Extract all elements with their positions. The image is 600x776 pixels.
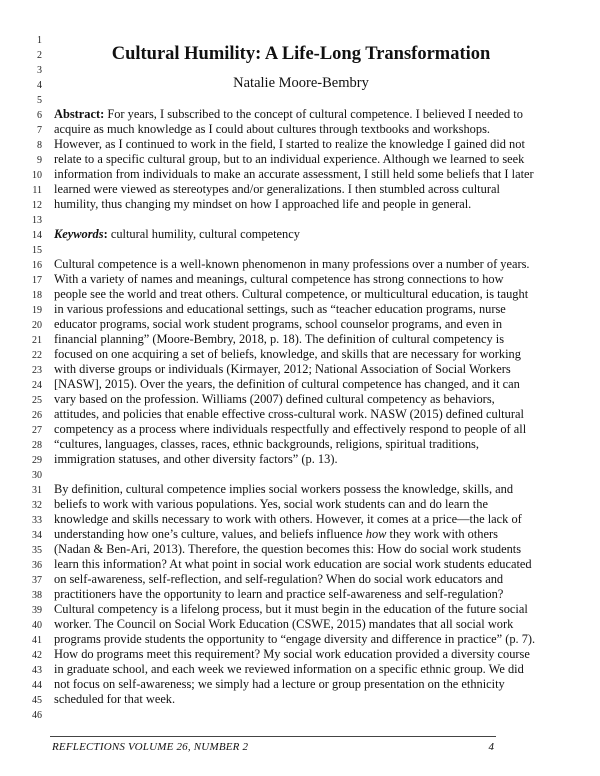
line-number: 13: [32, 215, 42, 226]
line-number: 24: [32, 380, 42, 391]
text-segment: With a variety of names and meanings, cultural competence has strong connections to how: [54, 272, 504, 286]
text-line: [0, 542, 600, 557]
line-text: [54, 362, 511, 377]
text-segment: practitioners have the opportunity to learn and practice self-awareness and self-regulation?: [54, 587, 504, 601]
footer-divider: [50, 736, 496, 737]
text-segment: educator programs, social work student programs, school counselor programs, and even in: [54, 317, 503, 331]
line-number: 1: [37, 35, 42, 46]
line-text: [54, 542, 521, 557]
text-line: [0, 167, 600, 182]
text-segment: For years, I subscribed to the concept of cultural competence. I believed I needed to: [104, 107, 523, 121]
text-line: [0, 257, 600, 272]
text-line: [0, 107, 600, 122]
line-number: 26: [32, 410, 42, 421]
text-line: [0, 677, 600, 692]
text-line: [0, 407, 600, 422]
line-number: 12: [32, 200, 42, 211]
text-segment: worker. The Council on Social Work Education (CSWE, 2015) mandates that all social work: [54, 617, 514, 631]
line-number: 46: [32, 710, 42, 721]
line-number: 36: [32, 560, 42, 571]
line-number: 37: [32, 575, 42, 586]
text-line: [0, 362, 600, 377]
line-text: [54, 602, 528, 617]
text-line: [0, 137, 600, 152]
line-number: 8: [37, 140, 42, 151]
line-text: [54, 422, 526, 437]
author-line: [0, 77, 600, 92]
text-line: [0, 422, 600, 437]
text-segment: not focus on self-awareness; we simply had a lecture or group presentation on the ethnicity: [54, 677, 505, 691]
line-number: 11: [32, 185, 42, 196]
text-segment: in various professions and educational settings, such as “teacher education programs, nurse: [54, 302, 506, 316]
text-line: [0, 332, 600, 347]
line-text: [54, 137, 525, 152]
line-number: 41: [32, 635, 42, 646]
text-line: [0, 602, 600, 617]
text-line: [0, 512, 600, 527]
emphasized-text: :: [103, 227, 108, 241]
text-line: [0, 437, 600, 452]
line-number: 30: [32, 470, 42, 481]
text-line: [0, 467, 600, 482]
line-number: 5: [37, 95, 42, 106]
line-number: 14: [32, 230, 42, 241]
text-segment: (Nadan & Ben-Ari, 2013). Therefore, the question becomes this: How do social work students: [54, 542, 522, 556]
line-number: 18: [32, 290, 42, 301]
text-line: [0, 452, 600, 467]
text-segment: information from individuals to make an accurate assessment, I still held some beliefs that I later: [54, 167, 534, 181]
line-text: [54, 677, 505, 692]
text-line: [0, 572, 600, 587]
text-line: [0, 197, 600, 212]
text-segment: learned were viewed as stereotypes and/or generalizations. I then stumbled across cultural: [54, 182, 500, 196]
text-segment: Cultural Humility: A Life-Long Transformation: [111, 44, 491, 64]
line-number: 39: [32, 605, 42, 616]
line-text: [54, 557, 532, 572]
text-line: [0, 692, 600, 707]
text-line: [0, 647, 600, 662]
emphasized-text: Keywords: [54, 227, 104, 241]
line-text: [54, 692, 175, 707]
text-line: [0, 242, 600, 257]
line-number: 32: [32, 500, 42, 511]
line-number: 25: [32, 395, 42, 406]
author-name: [0, 76, 600, 91]
text-line: [0, 182, 600, 197]
text-line: [0, 92, 600, 107]
text-segment: competency as a process where individuals respectfully and effectively respond to people of all: [54, 422, 527, 436]
line-text: [54, 632, 535, 647]
text-segment: acquire as much knowledge as I could about cultures through textbooks and workshops.: [54, 122, 490, 136]
text-line: [0, 287, 600, 302]
line-number: 33: [32, 515, 42, 526]
text-segment: [NASW], 2015). Over the years, the definition of cultural competence has changed, and it can: [54, 377, 520, 391]
line-number: 43: [32, 665, 42, 676]
text-segment: learn this information? At what point in social work education are social work students educated: [54, 557, 532, 571]
line-text: [54, 302, 506, 317]
line-text: [54, 347, 521, 362]
line-number: 21: [32, 335, 42, 346]
line-text: [54, 662, 524, 677]
line-text: [54, 257, 530, 272]
text-line: [0, 392, 600, 407]
text-segment: programs provide students the opportunity to “engage diversity and difference in practice” (p. 7).: [54, 632, 536, 646]
line-text: [54, 437, 479, 452]
line-number: 16: [32, 260, 42, 271]
line-number: 44: [32, 680, 42, 691]
text-segment: Natalie Moore-Bembry: [233, 75, 369, 91]
text-line: [0, 587, 600, 602]
text-line: [0, 317, 600, 332]
text-segment: in graduate school, and each week we reviewed information on a specific ethnic group. We did: [54, 662, 524, 676]
line-text: [54, 182, 500, 197]
line-number: 28: [32, 440, 42, 451]
text-line: [0, 212, 600, 227]
line-number: 19: [32, 305, 42, 316]
text-segment: vary based on the profession. Williams (2007) defined cultural competency as behaviors,: [54, 392, 495, 406]
line-number: 27: [32, 425, 42, 436]
line-text: [54, 482, 513, 497]
line-number: 7: [37, 125, 42, 136]
line-number: 22: [32, 350, 42, 361]
emphasized-text: how: [365, 527, 387, 541]
text-line: [0, 272, 600, 287]
text-segment: “cultures, languages, classes, races, ethnic backgrounds, religions, spiritual traditions,: [54, 437, 479, 451]
line-text: [54, 317, 502, 332]
line-number: 42: [32, 650, 42, 661]
line-text: [54, 287, 528, 302]
line-text: [54, 227, 300, 242]
line-number: 31: [32, 485, 42, 496]
emphasized-text: Abstract:: [54, 107, 105, 121]
line-text: [54, 512, 522, 527]
text-segment: attitudes, and policies that enable effective cross-cultural work. NASW (2015) defined cultural: [54, 407, 524, 421]
text-line: [0, 707, 600, 722]
article-title: [0, 44, 600, 64]
text-segment: relate to a specific cultural group, but to an individual experience. Although we learned to seek: [54, 152, 525, 166]
line-text: [54, 407, 524, 422]
footer-journal-title: REFLECTIONS VOLUME 26, NUMBER 2: [52, 741, 249, 753]
line-text: [54, 377, 520, 392]
text-line: [0, 527, 600, 542]
text-segment: they work with others: [386, 527, 498, 541]
text-segment: financial planning” (Moore-Bembry, 2018, p. 18). The definition of cultural competency is: [54, 332, 505, 346]
text-segment: How do programs meet this requirement? My social work education provided a diversity course: [54, 647, 530, 661]
text-segment: Cultural competence is a well-known phenomenon in many professions over a number of years.: [54, 257, 530, 271]
text-segment: immigration statuses, and other diversity factors” (p. 13).: [54, 452, 338, 466]
line-number: 15: [32, 245, 42, 256]
text-line: [0, 152, 600, 167]
line-text: [54, 197, 471, 212]
text-segment: knowledge and skills necessary to work with others. However, it comes at a price—the lack of: [54, 512, 522, 526]
line-text: [54, 497, 488, 512]
text-line: [0, 497, 600, 512]
text-segment: on self-awareness, self-reflection, and self-regulation? When do social work educators and: [54, 572, 504, 586]
line-number: 6: [37, 110, 42, 121]
text-line: [0, 632, 600, 647]
line-number: 45: [32, 695, 42, 706]
text-segment: people see the world and treat others. Cultural competence, or multicultural education, is taught: [54, 287, 529, 301]
line-text: [54, 452, 338, 467]
line-text: [54, 572, 503, 587]
text-segment: beliefs to work with various populations. Yes, social work students can and do learn the: [54, 497, 488, 511]
text-segment: focused on one acquiring a set of beliefs, knowledge, and skills that are necessary for working: [54, 347, 521, 361]
line-text: [54, 152, 524, 167]
text-line: [0, 122, 600, 137]
article-title-line: [0, 44, 600, 64]
text-segment: humility, thus changing my mindset on how I approached life and people in general.: [54, 197, 472, 211]
footer-page-number: 4: [488, 741, 494, 753]
text-segment: cultural humility, cultural competency: [107, 227, 300, 241]
line-number: 20: [32, 320, 42, 331]
line-text: [54, 167, 534, 182]
text-line: [0, 227, 600, 242]
text-line: [0, 617, 600, 632]
line-number: 35: [32, 545, 42, 556]
text-line: [0, 377, 600, 392]
line-text: [54, 617, 513, 632]
line-number: 29: [32, 455, 42, 466]
line-number: 38: [32, 590, 42, 601]
line-number: 10: [32, 170, 42, 181]
line-text: [54, 122, 490, 137]
text-segment: scheduled for that week.: [54, 692, 176, 706]
text-segment: understanding how one’s culture, values, and beliefs influence: [54, 527, 366, 541]
text-segment: with diverse groups or individuals (Kirmayer, 2012; National Association of Social Workers: [54, 362, 511, 376]
line-number: 17: [32, 275, 42, 286]
line-number: 9: [37, 155, 42, 166]
text-segment: Cultural competency is a lifelong process, but it must begin in the education of the future social: [54, 602, 528, 616]
text-segment: However, as I continued to work in the field, I started to realize the knowledge I gained did not: [54, 137, 525, 151]
line-text: [54, 647, 530, 662]
line-number: 3: [37, 65, 42, 76]
line-number: 23: [32, 365, 42, 376]
line-text: [54, 272, 504, 287]
line-text: [54, 107, 523, 122]
line-number: 2: [37, 50, 42, 61]
text-line: [0, 302, 600, 317]
text-line: [0, 482, 600, 497]
line-text: [54, 332, 504, 347]
line-text: [54, 587, 503, 602]
text-line: [0, 662, 600, 677]
text-line: [0, 557, 600, 572]
line-number: 40: [32, 620, 42, 631]
line-text: [54, 527, 498, 542]
line-text: [54, 392, 495, 407]
line-number: 34: [32, 530, 42, 541]
line-number: 4: [37, 80, 42, 91]
text-segment: By definition, cultural competence implies social workers possess the knowledge, skills, and: [54, 482, 514, 496]
text-line: [0, 347, 600, 362]
